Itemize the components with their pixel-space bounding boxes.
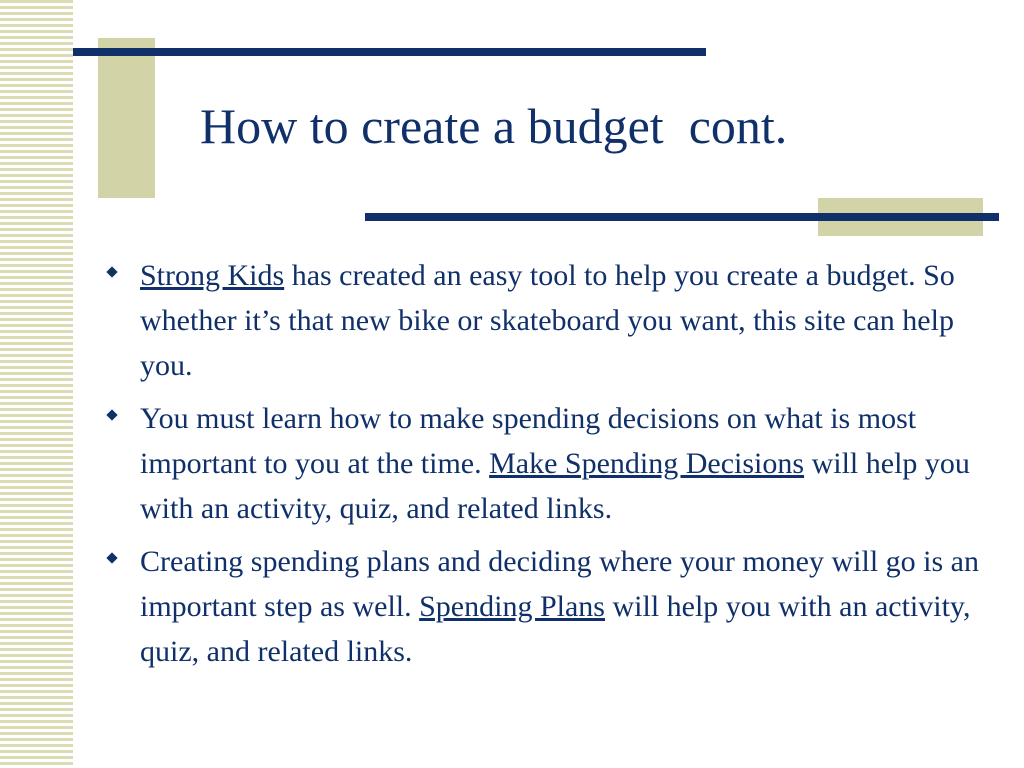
bullet-list — [102, 253, 982, 682]
bullet-text: has created an easy tool to help you create a budget. So whether it’s that new bike or skateboard you want, this site can help you. — [140, 259, 955, 382]
make-spending-decisions-link[interactable]: Make Spending Decisions — [489, 447, 805, 480]
decorative-tan-block-top — [98, 38, 155, 198]
strong-kids-link[interactable]: Strong Kids — [140, 259, 285, 292]
bullet-item-spending-decisions — [102, 396, 982, 531]
spending-plans-link[interactable]: Spending Plans — [419, 590, 605, 623]
diamond-bullet-icon — [106, 552, 117, 563]
slide-title: How to create a budget cont. — [200, 98, 788, 154]
decorative-stripe-band — [0, 0, 73, 768]
decorative-rule-top — [73, 48, 706, 56]
bullet-item-strong-kids — [102, 253, 982, 388]
bullet-text: Creating spending plans and deciding where your money will go is an important step as well. — [140, 545, 979, 623]
bullet-text: will help you with an activity, quiz, and related links. — [140, 447, 970, 525]
bullet-item-spending-plans — [102, 539, 982, 674]
bullet-text: You must learn how to make spending decisions on what is most important to you at the time. — [140, 402, 917, 480]
diamond-bullet-icon — [106, 409, 117, 420]
diamond-bullet-icon — [106, 266, 117, 277]
bullet-text: will help you with an activity, quiz, and related links. — [140, 590, 971, 668]
decorative-rule-bottom — [365, 213, 999, 221]
